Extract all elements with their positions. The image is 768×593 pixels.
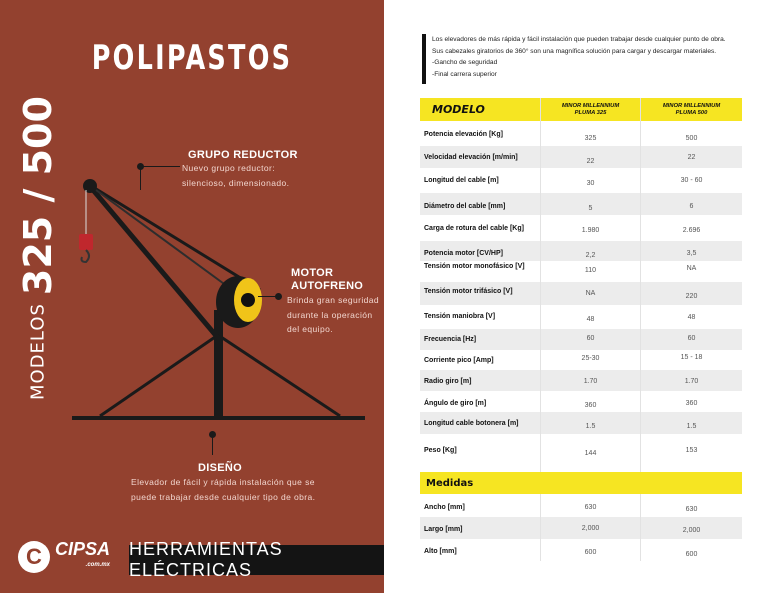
- table-row: [420, 391, 742, 412]
- row-value-325: 110: [540, 261, 641, 282]
- cipsa-brand-name: [55, 541, 110, 573]
- intro-text: [432, 34, 752, 80]
- row-label: Diámetro del cable [mm]: [424, 203, 506, 210]
- reducer-text-2: silencioso, dimensionado.: [182, 178, 290, 188]
- row-value-500: 220: [685, 293, 698, 300]
- motor-heading-1: MOTOR: [291, 267, 334, 279]
- measurements-header-cell: [641, 472, 742, 494]
- spec-table-header: [420, 98, 742, 121]
- row-value-325: 360: [540, 391, 641, 412]
- cipsa-logo-icon: C: [18, 541, 50, 573]
- table-row: [420, 261, 742, 282]
- measurements-header: [420, 472, 742, 494]
- table-row: [420, 282, 742, 305]
- header-col-325-line1: MINOR MILLENNIUM: [561, 102, 620, 109]
- category-banner: HERRAMIENTAS ELÉCTRICAS: [129, 545, 384, 575]
- row-label: Largo [mm]: [424, 526, 463, 533]
- spec-table: [420, 98, 742, 561]
- row-value-325: 1.980: [540, 215, 641, 241]
- row-label: Longitud cable botonera [m]: [424, 420, 519, 427]
- row-value-500: 3,5: [686, 250, 697, 257]
- header-col-500: [641, 98, 742, 121]
- row-value-325: 2,2: [540, 241, 641, 261]
- row-value-325: 144: [540, 434, 641, 472]
- motor-text-2: durante la operación: [287, 310, 373, 320]
- intro-line-3: -Gancho de seguridad: [432, 59, 498, 66]
- row-value-500: 630: [685, 506, 698, 513]
- design-callout-line: [212, 433, 213, 455]
- row-value-325: 22: [540, 146, 641, 168]
- motor-heading-2: AUTOFRENO: [291, 280, 364, 292]
- intro-accent-bar: [422, 34, 426, 84]
- header-col-500-line1: MINOR MILLENNIUM: [662, 102, 721, 109]
- design-heading: DISEÑO: [198, 462, 242, 474]
- row-value-500: 60: [687, 335, 696, 342]
- row-value-500: 22: [687, 154, 696, 161]
- row-label: Velocidad elevación [m/min]: [424, 154, 518, 161]
- table-row: [420, 494, 742, 517]
- row-value-500: 500: [685, 135, 698, 142]
- row-value-500: 360: [685, 400, 698, 407]
- models-numbers: 325 / 500: [16, 96, 60, 296]
- page-title: POLIPASTOS: [91, 38, 293, 78]
- row-value-500: 1.70: [684, 378, 699, 385]
- row-label: Tensión motor monofásico [V]: [424, 263, 525, 270]
- models-word: MODELOS: [27, 303, 49, 400]
- row-value-325: 600: [540, 539, 641, 561]
- row-value-500: 30 - 60: [680, 177, 703, 184]
- row-value-500: 6: [689, 203, 694, 210]
- row-value-325: 630: [540, 494, 641, 517]
- intro-line-1: Los elevadores de más rápida y fácil instalación que pueden trabajar desde cualquier punto de obra.: [432, 36, 726, 43]
- table-row: [420, 329, 742, 350]
- row-value-500: NA: [686, 265, 697, 272]
- motor-callout-dot: [275, 293, 282, 300]
- row-label: Frecuencia [Hz]: [424, 336, 477, 343]
- row-value-500: 600: [685, 551, 698, 558]
- table-row: [420, 434, 742, 472]
- row-value-325: 2,000: [540, 517, 641, 539]
- row-label: Peso [Kg]: [424, 447, 457, 454]
- row-label: Potencia motor [CV/HP]: [424, 250, 503, 257]
- row-label: Longitud del cable [m]: [424, 177, 499, 184]
- table-row: [420, 370, 742, 391]
- header-model-label: MODELO: [420, 98, 540, 121]
- reducer-heading: GRUPO REDUCTOR: [188, 149, 298, 161]
- row-value-500: 2.696: [682, 227, 701, 234]
- header-col-325: [540, 98, 641, 121]
- motor-text-1: Brinda gran seguridad: [287, 295, 380, 305]
- row-value-325: 1.70: [540, 370, 641, 391]
- row-label: Carga de rotura del cable [Kg]: [424, 225, 524, 232]
- row-value-325: 5: [540, 193, 641, 215]
- row-value-500: 2,000: [682, 527, 701, 534]
- intro-line-2: Sus cabezales giratorios de 360° son una magnífica solución para cargar y descargar materiales.: [432, 47, 717, 55]
- row-value-325: 60: [540, 329, 641, 350]
- intro-line-4: -Final carrera superior: [432, 70, 497, 78]
- row-value-500: 153: [685, 447, 698, 454]
- table-row: [420, 539, 742, 561]
- measurements-header-cell: [540, 472, 641, 494]
- cipsa-domain: .com.mx: [85, 562, 111, 568]
- header-col-500-line2: PLUMA 500: [675, 109, 708, 116]
- row-label: Ancho [mm]: [424, 504, 465, 511]
- models-vertical-label: [16, 96, 60, 400]
- table-row: [420, 412, 742, 434]
- row-value-325: 30: [540, 168, 641, 193]
- row-value-500: 15 - 18: [680, 354, 703, 361]
- row-value-325: 325: [540, 121, 641, 146]
- row-value-325: 1.5: [540, 412, 641, 434]
- row-value-325: 25-30: [540, 350, 641, 370]
- table-row: [420, 193, 742, 215]
- table-row: [420, 215, 742, 241]
- table-row: [420, 146, 742, 168]
- measurements-label: Medidas: [426, 477, 474, 489]
- row-label: Potencia elevación [Kg]: [424, 131, 503, 138]
- row-label: Ángulo de giro [m]: [424, 400, 487, 407]
- row-value-325: 48: [540, 305, 641, 329]
- row-label: Radio giro [m]: [424, 378, 472, 385]
- design-text-1: Elevador de fácil y rápida instalación que se: [131, 477, 315, 487]
- table-row: [420, 168, 742, 193]
- row-label: Alto [mm]: [424, 548, 457, 555]
- table-row: [420, 305, 742, 329]
- table-row: [420, 121, 742, 146]
- reducer-callout-line-v: [140, 166, 141, 190]
- row-label: Tensión motor trifásico [V]: [424, 288, 513, 295]
- row-value-500: 48: [687, 314, 696, 321]
- cipsa-logo: [18, 541, 110, 573]
- table-row: [420, 241, 742, 261]
- cipsa-brand-text: CIPSA: [55, 539, 111, 559]
- row-label: Tensión maniobra [V]: [424, 313, 496, 320]
- row-value-500: 1.5: [686, 423, 697, 430]
- row-label: Corriente pico [Amp]: [424, 357, 494, 364]
- table-row: [420, 350, 742, 370]
- design-text-2: puede trabajar desde cualquier tipo de obra.: [131, 492, 316, 502]
- header-col-325-line2: PLUMA 325: [574, 109, 607, 116]
- reducer-text-1: Nuevo grupo reductor:: [182, 163, 275, 173]
- table-row: [420, 517, 742, 539]
- reducer-callout-line: [140, 166, 180, 167]
- row-value-325: NA: [540, 282, 641, 305]
- motor-text-3: del equipo.: [287, 324, 333, 334]
